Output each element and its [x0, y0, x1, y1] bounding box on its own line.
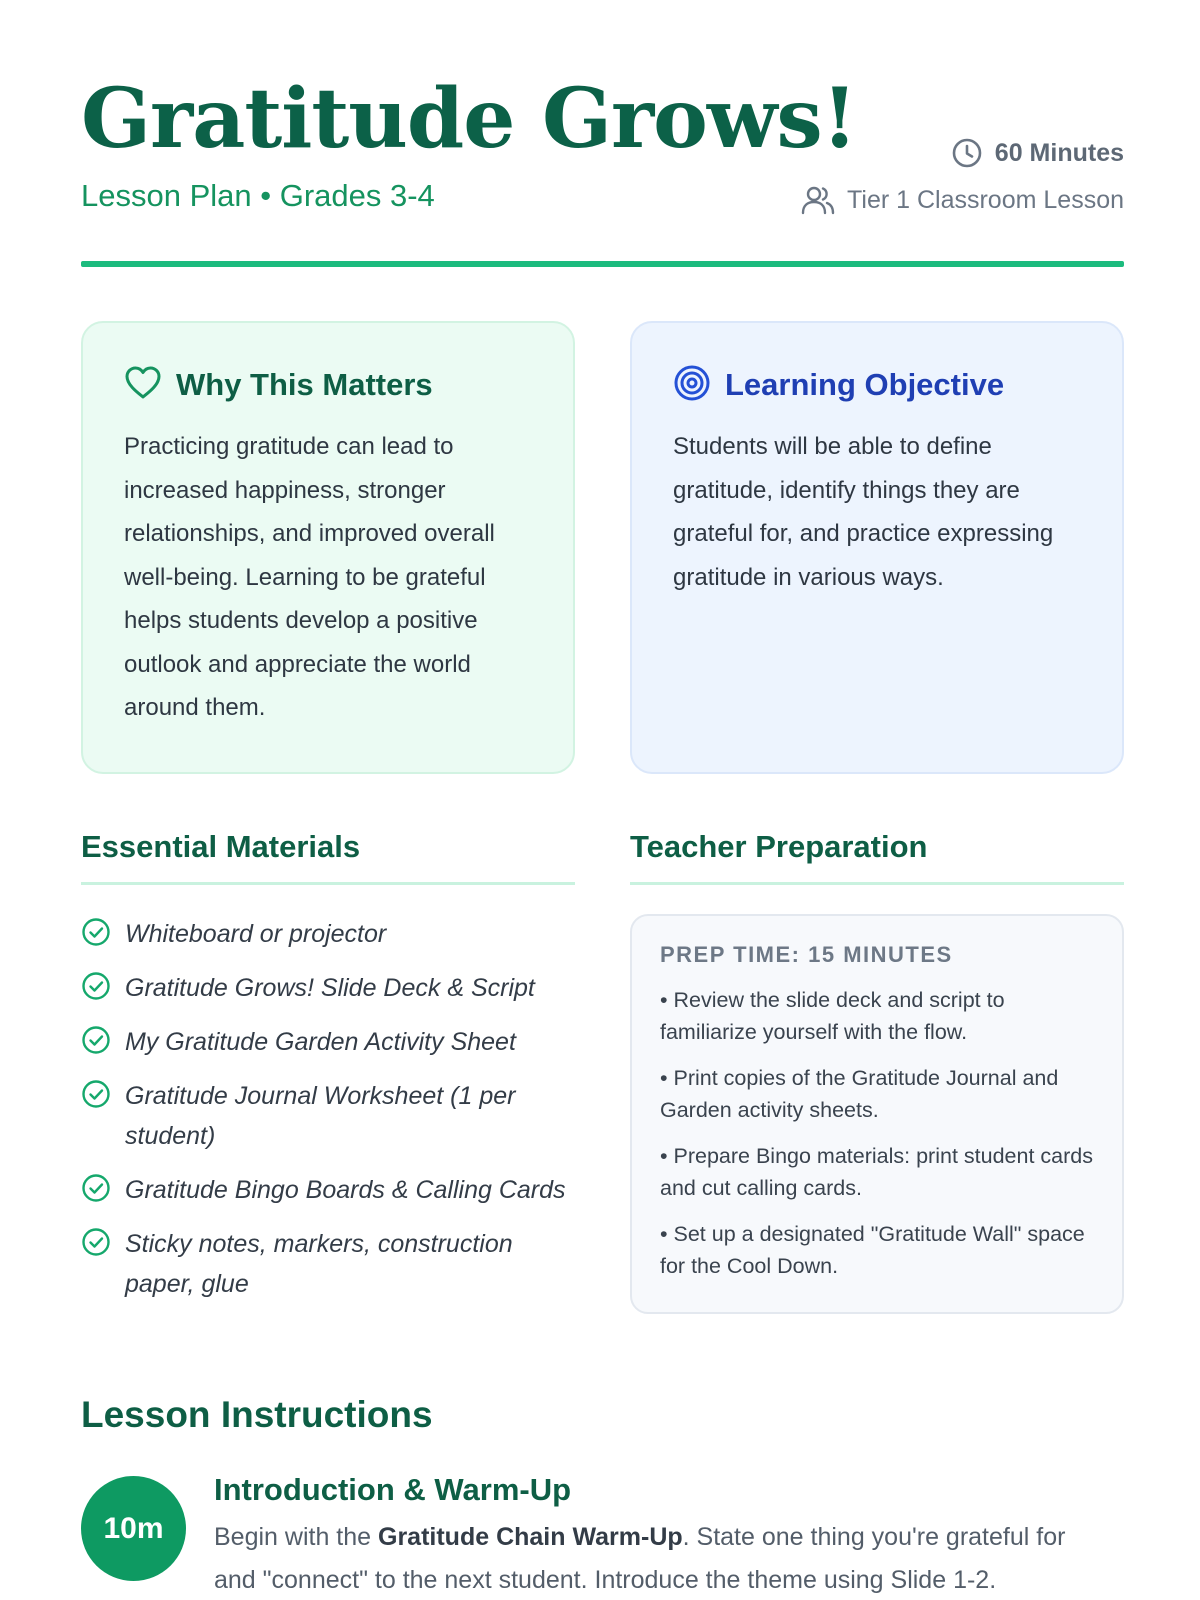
objective-card-body: Students will be able to define gratitude, identify things they are grateful for, and practice expressing gratitude in various ways.: [673, 433, 1054, 591]
tier-row: [801, 184, 1124, 216]
list-item: [81, 1076, 575, 1156]
list-item: [81, 968, 575, 1008]
material-label: Whiteboard or projector: [125, 920, 387, 948]
check-circle-icon: [81, 1079, 111, 1114]
why-this-matters-card: [81, 321, 575, 774]
preparation-list: [660, 984, 1096, 1282]
objective-card-title: Learning Objective: [725, 367, 1005, 402]
users-icon: [801, 184, 835, 216]
step-description: [214, 1516, 1114, 1600]
materials-list: [81, 914, 575, 1318]
material-label: Gratitude Bingo Boards & Calling Cards: [125, 1176, 566, 1204]
lesson-plan-page: [81, 0, 1124, 1600]
check-circle-icon: [81, 917, 111, 952]
heart-icon: [124, 365, 162, 406]
list-item: [81, 1022, 575, 1062]
material-label: Sticky notes, markers, construction paper, glue: [125, 1230, 513, 1298]
preparation-box: [630, 914, 1124, 1314]
target-icon: [673, 364, 711, 407]
materials-section-header: [81, 829, 575, 885]
why-card-title: Why This Matters: [176, 367, 433, 402]
check-circle-icon: [81, 1227, 111, 1262]
step-title: Introduction & Warm-Up: [214, 1472, 572, 1507]
header-divider: [81, 261, 1124, 267]
why-card-header: [124, 363, 533, 407]
lesson-meta: [801, 137, 1124, 216]
preparation-title: Teacher Preparation: [630, 829, 928, 864]
list-item: • Review the slide deck and script to familiarize yourself with the flow.: [660, 988, 1005, 1044]
list-item: • Prepare Bingo materials: print student cards and cut calling cards.: [660, 1144, 1093, 1200]
list-item: [81, 1170, 575, 1210]
step-desc-text: Begin with the: [214, 1523, 378, 1551]
material-label: My Gratitude Garden Activity Sheet: [125, 1028, 516, 1056]
check-circle-icon: [81, 1173, 111, 1208]
step-desc-highlight: Gratitude Chain Warm-Up: [378, 1523, 683, 1551]
tier-label: Tier 1 Classroom Lesson: [847, 185, 1124, 214]
list-item: • Set up a designated "Gratitude Wall" space for the Cool Down.: [660, 1222, 1085, 1278]
duration-row: [801, 137, 1124, 169]
materials-title: Essential Materials: [81, 829, 361, 864]
preparation-section-header: [630, 829, 1124, 885]
check-circle-icon: [81, 1025, 111, 1060]
material-label: Gratitude Grows! Slide Deck & Script: [125, 974, 535, 1002]
prep-time-label: PREP TIME: 15 MINUTES: [660, 942, 953, 967]
clock-icon: [951, 137, 983, 169]
list-item: [81, 1224, 575, 1304]
objective-card-header: [673, 363, 1082, 407]
learning-objective-card: [630, 321, 1124, 774]
material-label: Gratitude Journal Worksheet (1 per student): [125, 1082, 516, 1150]
step-duration-badge: 10m: [81, 1476, 186, 1581]
page-title: Gratitude Grows!: [81, 71, 857, 167]
check-circle-icon: [81, 971, 111, 1006]
duration-label: 60 Minutes: [994, 138, 1124, 167]
instructions-title: Lesson Instructions: [81, 1394, 433, 1435]
why-card-body: Practicing gratitude can lead to increased happiness, stronger relationships, and improved overall well-being. Learning to be grateful helps students develop a positive outlook and appreciate the world around them.: [124, 433, 495, 721]
list-item: [81, 914, 575, 954]
list-item: • Print copies of the Gratitude Journal and Garden activity sheets.: [660, 1066, 1059, 1122]
page-subtitle: Lesson Plan • Grades 3-4: [81, 178, 435, 213]
step-desc-text: . State one thing you're grateful for and "connect" to the next student. Introduce the theme using Slide 1-2.: [214, 1523, 1066, 1594]
